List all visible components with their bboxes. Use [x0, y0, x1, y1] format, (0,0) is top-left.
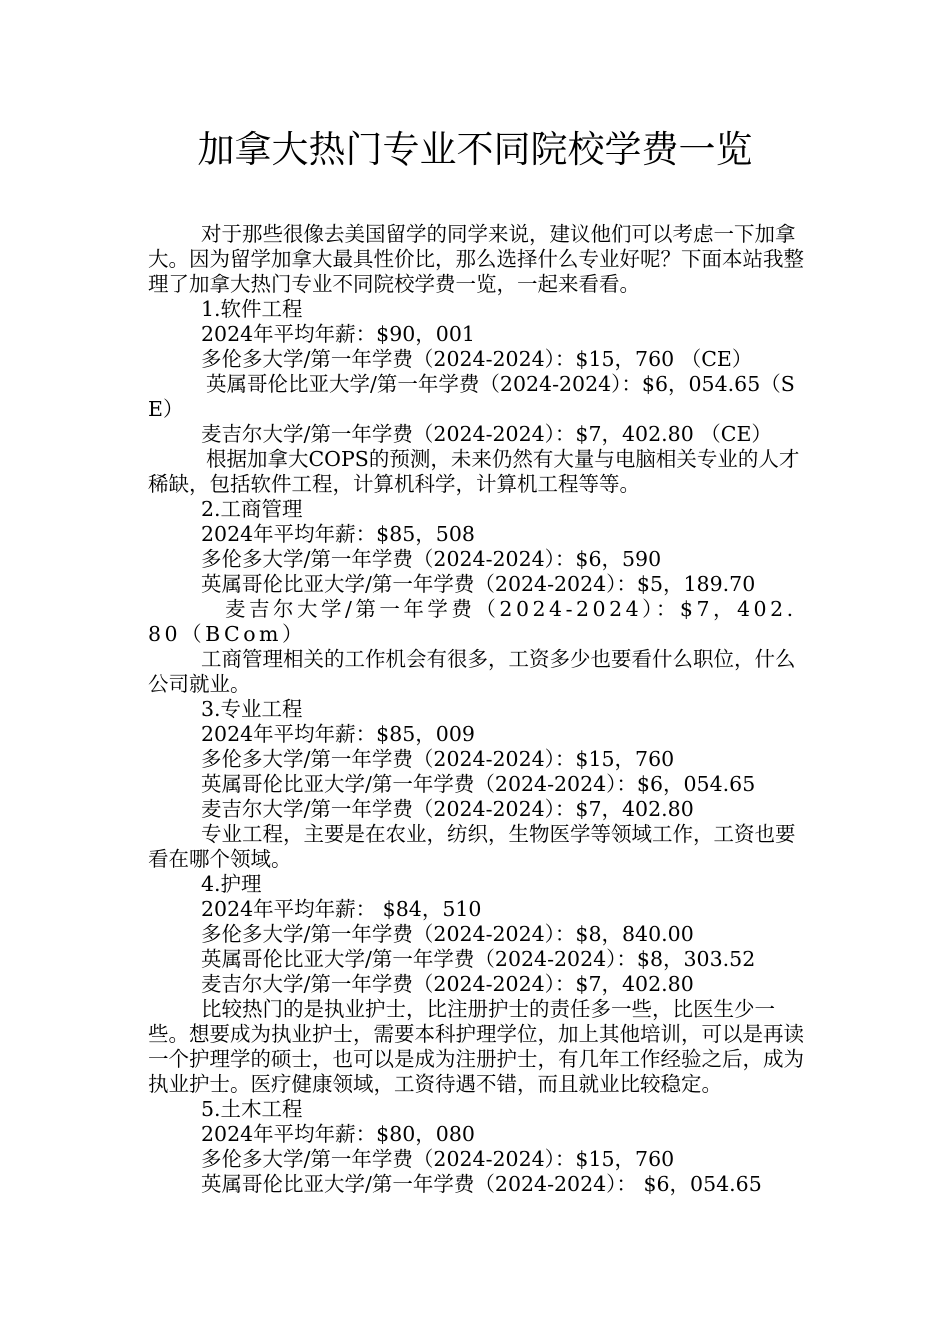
salary-line: 2024年平均年薪： $84，510 — [201, 897, 482, 921]
tuition-line: 多伦多大学/第一年学费（2024-2024）：$15，760 （CE） — [201, 347, 753, 371]
salary-line: 2024年平均年薪：$85，009 — [201, 722, 475, 746]
tuition-line: 英属哥伦比亚大学/第一年学费（2024-2024）：$5，189.70 — [201, 572, 756, 596]
tuition-line: 麦吉尔大学/第一年学费（2024-2024）：$7，402.80 — [201, 797, 694, 821]
tuition-line: 英属哥伦比亚大学/第一年学费（2024-2024）：$6，054.65（SE） — [148, 372, 795, 421]
section-heading-business-admin: 2.工商管理 — [201, 497, 303, 521]
section-heading-professional-engineering: 3.专业工程 — [201, 697, 303, 721]
salary-line: 2024年平均年薪：$85，508 — [201, 522, 475, 546]
intro-paragraph: 对于那些很像去美国留学的同学来说，建议他们可以考虑一下加拿大。因为留学加拿大最具性价比，那么选择什么专业好呢？下面本站我整理了加拿大热门专业不同院校学费一览，一起来看看。 — [148, 222, 804, 296]
section-heading-nursing: 4.护理 — [201, 872, 262, 896]
tuition-line: 多伦多大学/第一年学费（2024-2024）：$6，590 — [201, 547, 662, 571]
tuition-line: 麦吉尔大学/第一年学费（2024-2024）：$7，402.80 （CE） — [201, 422, 772, 446]
section-heading-software-engineering: 1.软件工程 — [201, 297, 303, 321]
tuition-line: 麦吉尔大学/第一年学费（2024-2024）：$7，402.80（BCom） — [148, 597, 797, 646]
commentary-paragraph: 比较热门的是执业护士，比注册护士的责任多一些，比医生少一些。想要成为执业护士，需要本科护理学位，加上其他培训，可以是再读一个护理学的硕士，也可以是成为注册护士，有几年工作经验之后，成为执业护士。医疗健康领域，工资待遇不错，而且就业比较稳定。 — [148, 997, 804, 1096]
salary-line: 2024年平均年薪：$80，080 — [201, 1122, 475, 1146]
tuition-line: 英属哥伦比亚大学/第一年学费（2024-2024）：$6，054.65 — [201, 772, 756, 796]
tuition-line: 英属哥伦比亚大学/第一年学费（2024-2024）：$8，303.52 — [201, 947, 756, 971]
document-title: 加拿大热门专业不同院校学费一览 — [197, 128, 753, 171]
tuition-line: 多伦多大学/第一年学费（2024-2024）：$15，760 — [201, 747, 675, 771]
commentary-paragraph: 根据加拿大COPS的预测，未来仍然有大量与电脑相关专业的人才稀缺，包括软件工程，计算机科学，计算机工程等等。 — [148, 447, 800, 496]
salary-line: 2024年平均年薪：$90，001 — [201, 322, 475, 346]
section-heading-civil-engineering: 5.土木工程 — [201, 1097, 303, 1121]
tuition-line: 多伦多大学/第一年学费（2024-2024）：$15，760 — [201, 1147, 675, 1171]
tuition-line: 麦吉尔大学/第一年学费（2024-2024）：$7，402.80 — [201, 972, 694, 996]
tuition-line: 英属哥伦比亚大学/第一年学费（2024-2024）： $6，054.65 — [201, 1172, 762, 1196]
document-body — [148, 222, 808, 1197]
tuition-line: 多伦多大学/第一年学费（2024-2024）：$8，840.00 — [201, 922, 694, 946]
commentary-paragraph: 工商管理相关的工作机会有很多，工资多少也要看什么职位，什么公司就业。 — [148, 647, 796, 696]
commentary-paragraph: 专业工程，主要是在农业，纺织，生物医学等领域工作，工资也要看在哪个领域。 — [148, 822, 796, 871]
